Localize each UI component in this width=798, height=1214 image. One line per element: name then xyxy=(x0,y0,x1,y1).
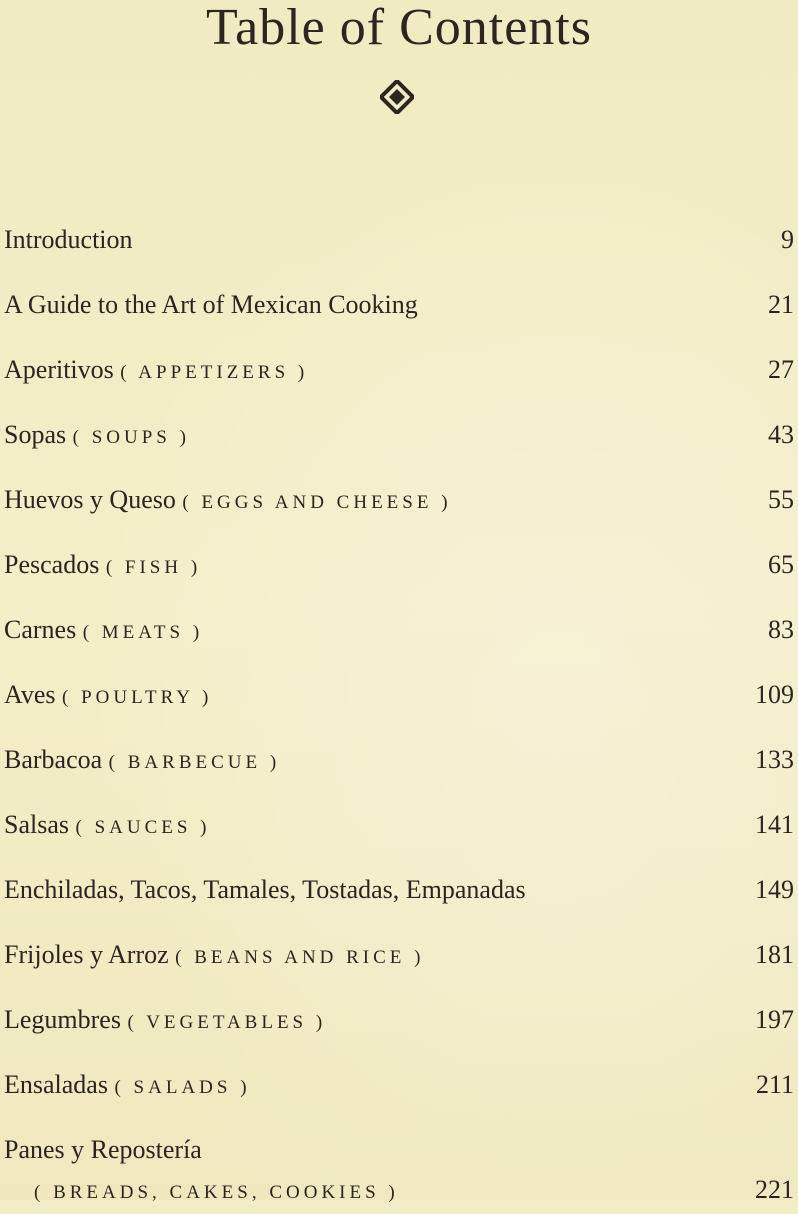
entry-title: Introduction xyxy=(4,225,133,254)
entry-subtitle: ( POULTRY ) xyxy=(62,687,213,708)
entry-subtitle: ( VEGETABLES ) xyxy=(127,1012,327,1033)
entry-page-number: 27 xyxy=(768,355,794,384)
entry-subtitle: ( SALADS ) xyxy=(114,1077,251,1098)
entry-page-number: 141 xyxy=(755,810,794,839)
entry-title: A Guide to the Art of Mexican Cooking xyxy=(4,290,418,319)
toc-entry xyxy=(4,870,794,910)
entry-title: Ensaladas xyxy=(4,1070,108,1099)
entry-page-number: 149 xyxy=(755,875,794,904)
entry-title: Aves xyxy=(4,680,56,709)
entry-page-number: 109 xyxy=(755,680,794,709)
entry-title: Carnes xyxy=(4,615,77,644)
entry-title: Legumbres xyxy=(4,1005,121,1034)
toc-entry xyxy=(4,935,794,975)
entry-title: Frijoles y Arroz xyxy=(4,940,169,969)
toc-entry xyxy=(4,480,794,520)
entry-page-number: 211 xyxy=(755,1070,794,1099)
toc-entry xyxy=(4,740,794,780)
entry-page-number: 43 xyxy=(768,420,794,449)
diamond-ornament-icon xyxy=(380,80,414,114)
entry-subtitle: ( SOUPS ) xyxy=(72,427,190,448)
entry-title: Enchiladas, Tacos, Tamales, Tostadas, Empanadas xyxy=(4,875,526,904)
toc-entry xyxy=(4,805,794,845)
entry-title: Huevos y Queso xyxy=(4,485,176,514)
entry-subtitle: ( BREADS, CAKES, COOKIES ) xyxy=(34,1182,399,1203)
toc-entry xyxy=(4,675,794,715)
entry-title: Pescados xyxy=(4,550,100,579)
toc-entry xyxy=(4,545,794,585)
entry-subtitle: ( SAUCES ) xyxy=(75,817,211,838)
entry-title: Barbacoa xyxy=(4,745,103,774)
entry-subtitle: ( BEANS AND RICE ) xyxy=(175,947,425,968)
toc-entry xyxy=(4,285,794,325)
page-title: Table of Contents xyxy=(206,0,592,56)
entry-page-number: 65 xyxy=(768,550,794,579)
entry-subtitle: ( FISH ) xyxy=(105,557,202,578)
toc-entry xyxy=(4,1130,794,1214)
entry-title: Aperitivos xyxy=(4,355,114,384)
entry-title: Panes y Repostería xyxy=(4,1135,202,1164)
entry-subtitle: ( BARBECUE ) xyxy=(108,752,281,773)
toc-entry xyxy=(4,350,794,390)
entry-subtitle: ( APPETIZERS ) xyxy=(120,362,309,383)
entry-page-number: 21 xyxy=(768,290,794,319)
entry-page-number: 9 xyxy=(781,225,794,254)
entry-subtitle: ( EGGS AND CHEESE ) xyxy=(182,492,452,513)
entry-page-number: 221 xyxy=(755,1175,794,1204)
entry-page-number: 133 xyxy=(755,745,794,774)
toc-entry xyxy=(4,610,794,650)
toc-entry xyxy=(4,415,794,455)
entry-page-number: 83 xyxy=(768,615,794,644)
entry-subtitle: ( MEATS ) xyxy=(82,622,204,643)
toc-entry xyxy=(4,1065,794,1105)
entry-page-number: 197 xyxy=(755,1005,794,1034)
entry-page-number: 181 xyxy=(755,940,794,969)
toc-entry xyxy=(4,220,794,260)
entry-title: Sopas xyxy=(4,420,67,449)
entry-title: Salsas xyxy=(4,810,69,839)
entry-page-number: 55 xyxy=(768,485,794,514)
toc-entry xyxy=(4,1000,794,1040)
